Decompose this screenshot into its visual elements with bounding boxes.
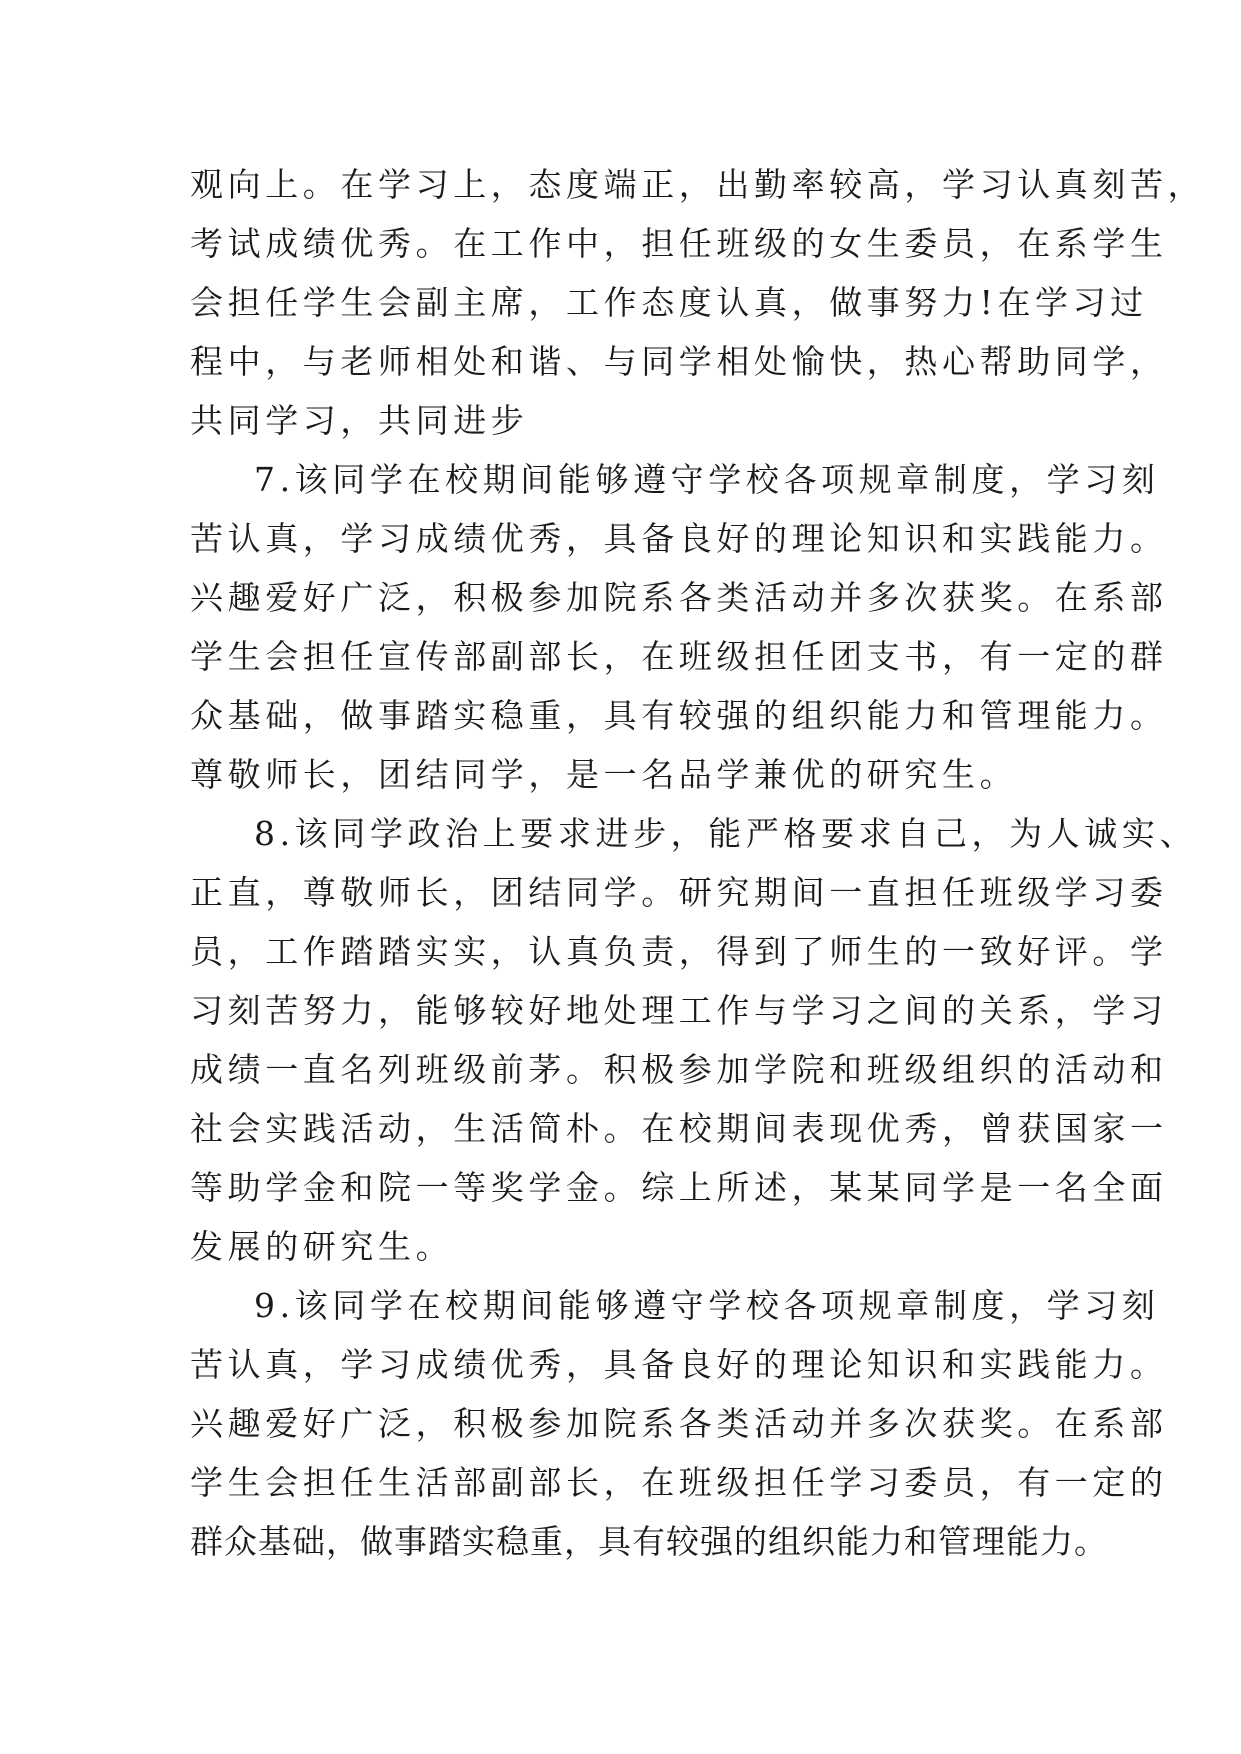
text-line: 兴趣爱好广泛，积极参加院系各类活动并多次获奖。在系部 <box>190 578 1168 617</box>
text-line: 程中，与老师相处和谐、与同学相处愉快，热心帮助同学， <box>190 342 1168 381</box>
text-line: 共同学习，共同进步 <box>190 401 529 440</box>
text-line: 成绩一直名列班级前茅。积极参加学院和班级组织的活动和 <box>190 1050 1168 1089</box>
text-line: 会担任学生会副主席，工作态度认真，做事努力!在学习过 <box>190 283 1148 322</box>
text-line: 观向上。在学习上，态度端正，出勤率较高，学习认真刻苦， <box>190 165 1206 204</box>
text-line: 学生会担任生活部副部长，在班级担任学习委员，有一定的 <box>190 1463 1168 1502</box>
text-line: 正直，尊敬师长，团结同学。研究期间一直担任班级学习委 <box>190 873 1168 912</box>
text-line: 尊敬师长，团结同学，是一名品学兼优的研究生。 <box>190 755 1018 794</box>
text-line: 苦认真，学习成绩优秀，具备良好的理论知识和实践能力。 <box>190 519 1168 558</box>
paragraph-8-start: 8.该同学政治上要求进步，能严格要求自己，为人诚实、 <box>254 814 1198 853</box>
paragraph-9-start: 9.该同学在校期间能够遵守学校各项规章制度，学习刻 <box>254 1286 1160 1325</box>
text-line: 社会实践活动，生活简朴。在校期间表现优秀，曾获国家一 <box>190 1109 1168 1148</box>
text-line: 考试成绩优秀。在工作中，担任班级的女生委员，在系学生 <box>190 224 1168 263</box>
paragraph-7-start: 7.该同学在校期间能够遵守学校各项规章制度，学习刻 <box>254 460 1160 499</box>
text-line: 兴趣爱好广泛，积极参加院系各类活动并多次获奖。在系部 <box>190 1404 1168 1443</box>
text-line: 员，工作踏踏实实，认真负责，得到了师生的一致好评。学 <box>190 932 1168 971</box>
text-line: 发展的研究生。 <box>190 1227 454 1266</box>
text-line: 群众基础，做事踏实稳重，具有较强的组织能力和管理能力。 <box>190 1522 1108 1561</box>
text-line: 等助学金和院一等奖学金。综上所述，某某同学是一名全面 <box>190 1168 1168 1207</box>
text-line: 众基础，做事踏实稳重，具有较强的组织能力和管理能力。 <box>190 696 1168 735</box>
text-line: 苦认真，学习成绩优秀，具备良好的理论知识和实践能力。 <box>190 1345 1168 1384</box>
document-body <box>190 155 1206 1571</box>
text-line: 习刻苦努力，能够较好地处理工作与学习之间的关系，学习 <box>190 991 1168 1030</box>
text-line: 学生会担任宣传部副部长，在班级担任团支书，有一定的群 <box>190 637 1168 676</box>
